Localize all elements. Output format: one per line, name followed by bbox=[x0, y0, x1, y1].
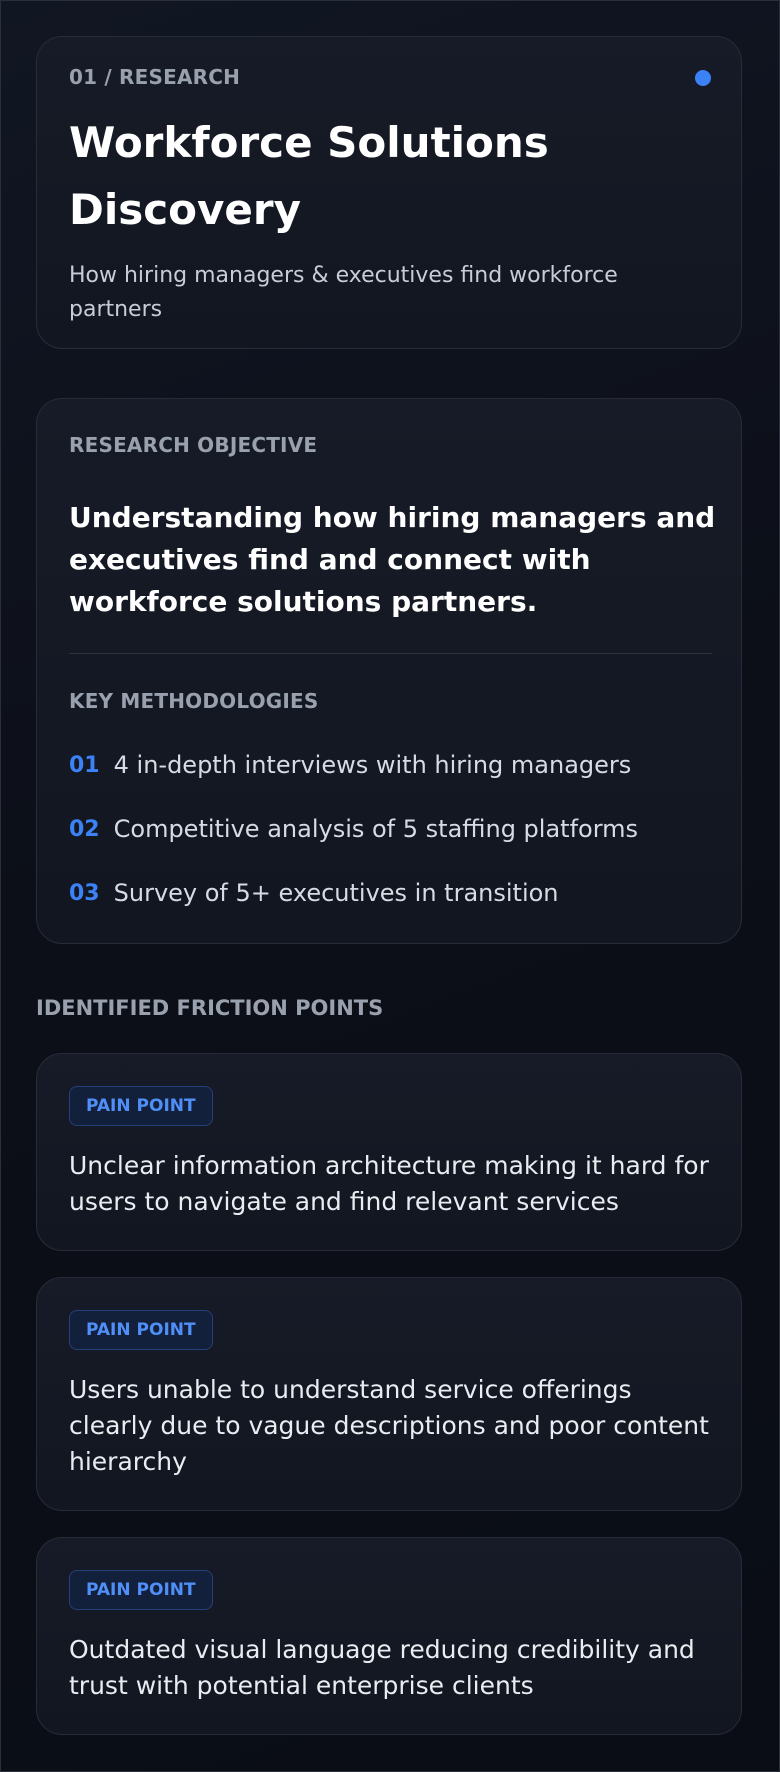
methodology-item bbox=[69, 873, 559, 913]
objective-label: RESEARCH OBJECTIVE bbox=[69, 433, 318, 457]
pain-point-badge: PAIN POINT bbox=[69, 1310, 213, 1350]
pain-point-badge: PAIN POINT bbox=[69, 1570, 213, 1610]
pain-point-badge: PAIN POINT bbox=[69, 1086, 213, 1126]
methodology-number: 02 bbox=[69, 816, 100, 842]
friction-section-title: IDENTIFIED FRICTION POINTS bbox=[36, 996, 384, 1020]
pain-point-card bbox=[36, 1053, 742, 1251]
project-header-card bbox=[36, 36, 742, 349]
methodologies-label: KEY METHODOLOGIES bbox=[69, 689, 319, 713]
pain-point-card bbox=[36, 1537, 742, 1735]
methodology-number: 01 bbox=[69, 752, 100, 778]
methodology-item bbox=[69, 809, 638, 849]
pain-point-text: Users unable to understand service offerings clearly due to vague descriptions and poor content hierarchy bbox=[69, 1375, 709, 1476]
page-subtitle: How hiring managers & executives find workforce partners bbox=[69, 263, 618, 322]
status-dot-icon bbox=[695, 70, 711, 86]
section-eyebrow: 01 / RESEARCH bbox=[69, 65, 241, 89]
methodology-text: Competitive analysis of 5 staffing platforms bbox=[113, 815, 639, 843]
pain-point-text: Unclear information architecture making it hard for users to navigate and find relevant services bbox=[69, 1151, 709, 1216]
page-title: Workforce Solutions Discovery bbox=[69, 118, 549, 234]
methodology-number: 03 bbox=[69, 880, 100, 906]
research-objective-card bbox=[36, 398, 742, 944]
methodology-text: 4 in-depth interviews with hiring managers bbox=[113, 751, 632, 779]
pain-point-text: Outdated visual language reducing credibility and trust with potential enterprise clients bbox=[69, 1635, 695, 1700]
methodology-item bbox=[69, 745, 631, 785]
objective-statement: Understanding how hiring managers and executives find and connect with workforce solutions partners. bbox=[69, 501, 716, 618]
section-divider bbox=[69, 653, 712, 654]
pain-point-card bbox=[36, 1277, 742, 1511]
methodology-text: Survey of 5+ executives in transition bbox=[113, 879, 559, 907]
